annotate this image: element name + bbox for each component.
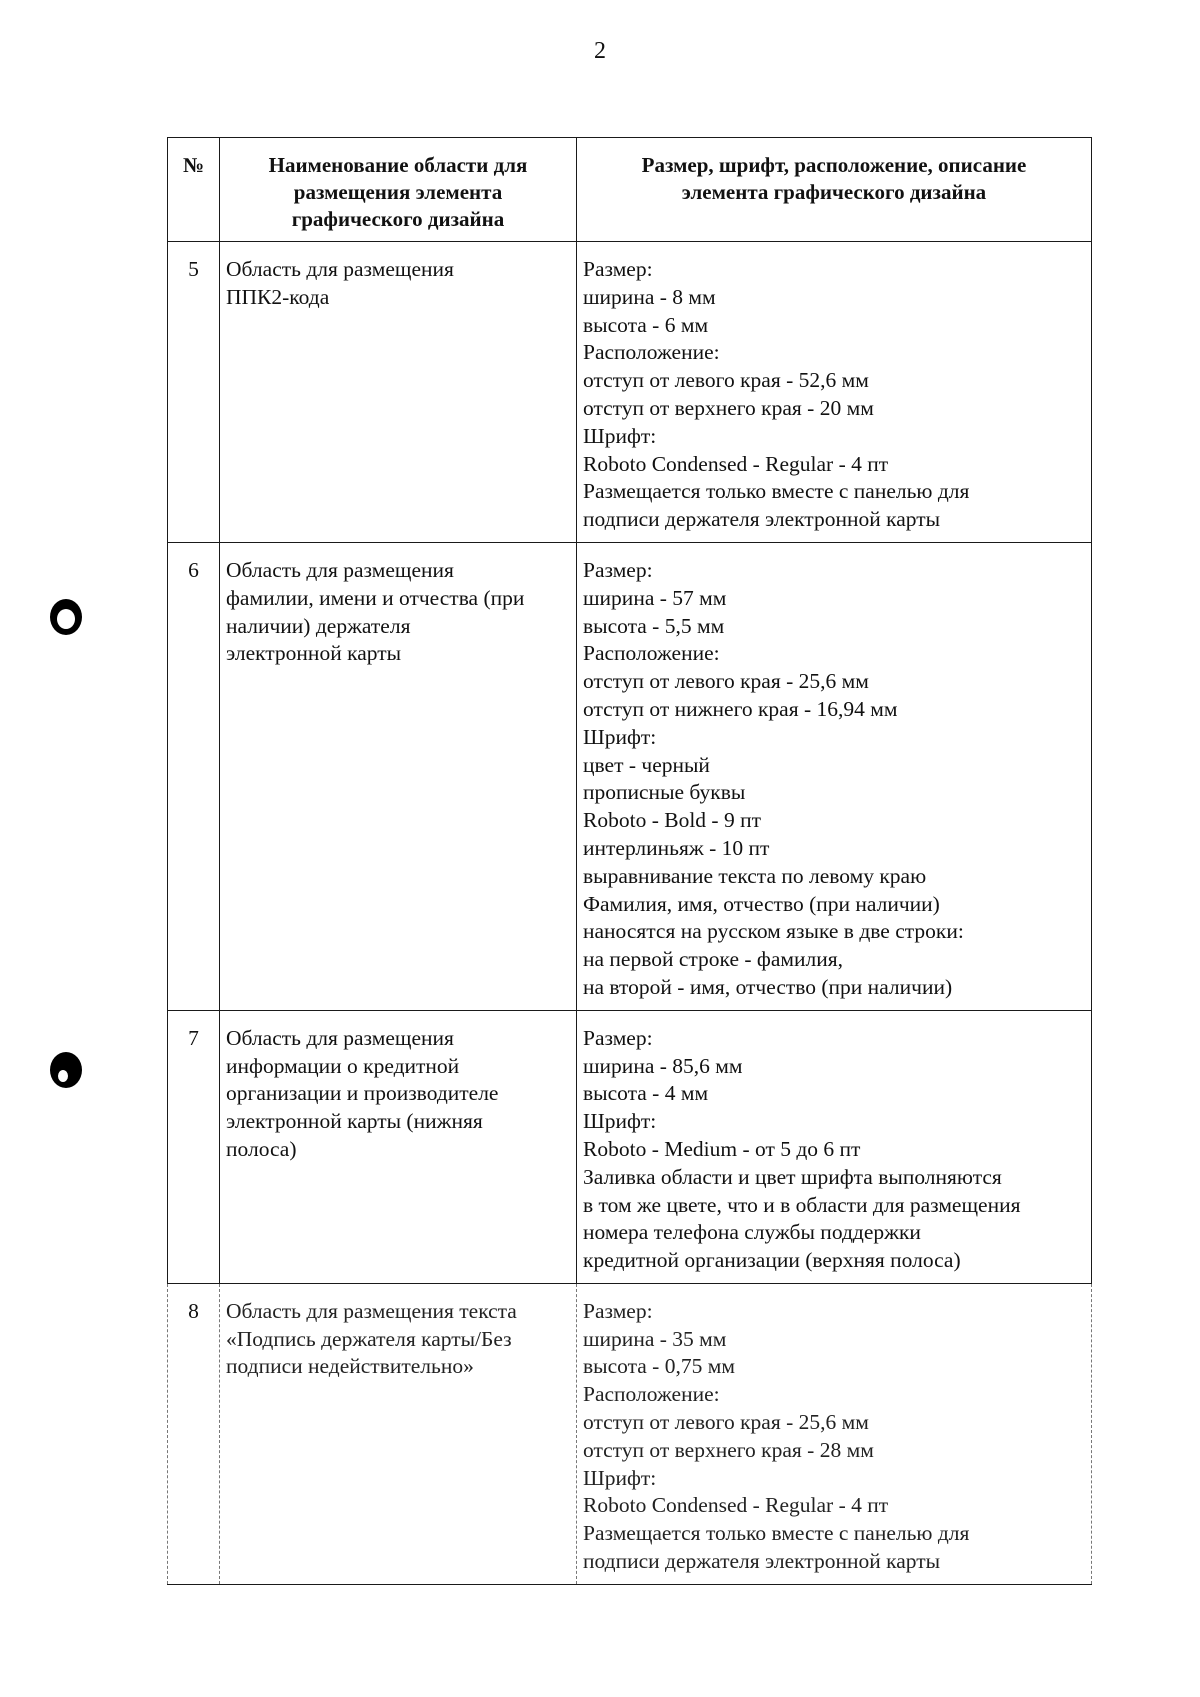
description-line: цвет - черный (583, 752, 710, 777)
header-area-name (220, 138, 577, 242)
description-line: Шрифт: (583, 423, 657, 448)
description-line: прописные буквы (583, 780, 746, 805)
description-cell (577, 1283, 1092, 1584)
area-name-line: ППК2-кода (226, 284, 330, 309)
description-line: Шрифт: (583, 1109, 657, 1134)
description-line: высота - 6 мм (583, 312, 709, 337)
description-line: Roboto - Medium - от 5 до 6 пт (583, 1136, 861, 1161)
area-name-line: полоса) (226, 1136, 297, 1161)
header-description (577, 138, 1092, 242)
header-description-line: Размер, шрифт, расположение, описание (641, 153, 1027, 177)
area-name-cell (220, 1010, 577, 1283)
header-number (168, 138, 220, 242)
description-line: выравнивание текста по левому краю (583, 863, 927, 888)
description-line: номера телефона службы поддержки (583, 1220, 921, 1245)
description-line: Размер: (583, 1298, 653, 1323)
area-name-line: наличии) держателя (226, 613, 411, 638)
description-line: наносятся на русском языке в две строки: (583, 919, 964, 944)
description-line: отступ от левого края - 25,6 мм (583, 669, 869, 694)
description-line: Размер: (583, 257, 653, 281)
area-name-cell (220, 1283, 577, 1584)
punch-hole-mark (50, 1052, 82, 1088)
description-line: Фамилия, имя, отчество (при наличии) (583, 891, 940, 916)
area-name-line: организации и производителе (226, 1081, 499, 1106)
description-line: подписи держателя электронной карты (583, 507, 941, 532)
description-line: ширина - 57 мм (583, 585, 727, 610)
area-name-line: информации о кредитной (226, 1053, 460, 1078)
description-line: в том же цвете, что и в области для размещения (583, 1192, 1021, 1217)
punch-hole-mark (50, 599, 82, 635)
table-row (168, 1283, 1092, 1584)
description-cell (577, 242, 1092, 543)
description-line: высота - 0,75 мм (583, 1354, 735, 1379)
description-line: Размещается только вместе с панелью для (583, 1521, 970, 1546)
description-line: отступ от левого края - 52,6 мм (583, 368, 869, 393)
area-name-line: «Подпись держателя карты/Без (226, 1326, 512, 1351)
header-number-label: № (182, 153, 205, 177)
page-number: 2 (594, 38, 606, 64)
description-line: на первой строке - фамилия, (583, 947, 844, 972)
area-name-line: подписи недействительно» (226, 1354, 474, 1379)
description-line: кредитной организации (верхняя полоса) (583, 1248, 961, 1273)
area-name-line: фамилии, имени и отчества (при (226, 585, 525, 610)
description-line: Размер: (583, 557, 653, 582)
description-line: интерлиньяж - 10 пт (583, 835, 770, 860)
description-cell (577, 542, 1092, 1010)
design-spec-table (167, 137, 1092, 1585)
description-line: Roboto Condensed - Regular - 4 пт (583, 451, 889, 476)
area-name-cell (220, 242, 577, 543)
area-name-line: Область для размещения текста (226, 1298, 517, 1323)
description-line: Расположение: (583, 340, 720, 365)
row-number: 6 (168, 542, 220, 1010)
description-line: Размещается только вместе с панелью для (583, 479, 970, 504)
description-line: Roboto - Bold - 9 пт (583, 808, 761, 833)
row-number: 7 (168, 1010, 220, 1283)
description-line: высота - 4 мм (583, 1081, 709, 1106)
description-line: отступ от нижнего края - 16,94 мм (583, 696, 898, 721)
description-line: подписи держателя электронной карты (583, 1549, 941, 1574)
area-name-line: Область для размещения (226, 257, 454, 281)
table-row (168, 542, 1092, 1010)
area-name-line: электронной карты (нижняя (226, 1109, 483, 1134)
description-line: Расположение: (583, 1382, 720, 1407)
description-line: отступ от верхнего края - 20 мм (583, 395, 874, 420)
description-line: ширина - 8 мм (583, 284, 716, 309)
header-description-line: элемента графического дизайна (681, 180, 987, 204)
description-line: на второй - имя, отчество (при наличии) (583, 974, 953, 999)
table-row (168, 242, 1092, 543)
area-name-line: Область для размещения (226, 1025, 454, 1050)
description-line: Расположение: (583, 641, 720, 666)
header-area-name-line: Наименование области для (268, 153, 528, 177)
header-area-name-line: графического дизайна (291, 207, 505, 231)
area-name-line: электронной карты (226, 641, 402, 666)
table-header-row (168, 138, 1092, 242)
description-line: Шрифт: (583, 1465, 657, 1490)
header-area-name-line: размещения элемента (293, 180, 503, 204)
description-line: ширина - 85,6 мм (583, 1053, 743, 1078)
description-line: ширина - 35 мм (583, 1326, 727, 1351)
description-line: высота - 5,5 мм (583, 613, 725, 638)
description-line: Шрифт: (583, 724, 657, 749)
row-number: 8 (168, 1283, 220, 1584)
description-line: отступ от верхнего края - 28 мм (583, 1437, 874, 1462)
description-line: отступ от левого края - 25,6 мм (583, 1410, 869, 1435)
description-cell (577, 1010, 1092, 1283)
row-number: 5 (168, 242, 220, 543)
description-line: Заливка области и цвет шрифта выполняются (583, 1164, 1002, 1189)
area-name-line: Область для размещения (226, 557, 454, 582)
description-line: Roboto Condensed - Regular - 4 пт (583, 1493, 889, 1518)
description-line: Размер: (583, 1025, 653, 1050)
table-row (168, 1010, 1092, 1283)
area-name-cell (220, 542, 577, 1010)
